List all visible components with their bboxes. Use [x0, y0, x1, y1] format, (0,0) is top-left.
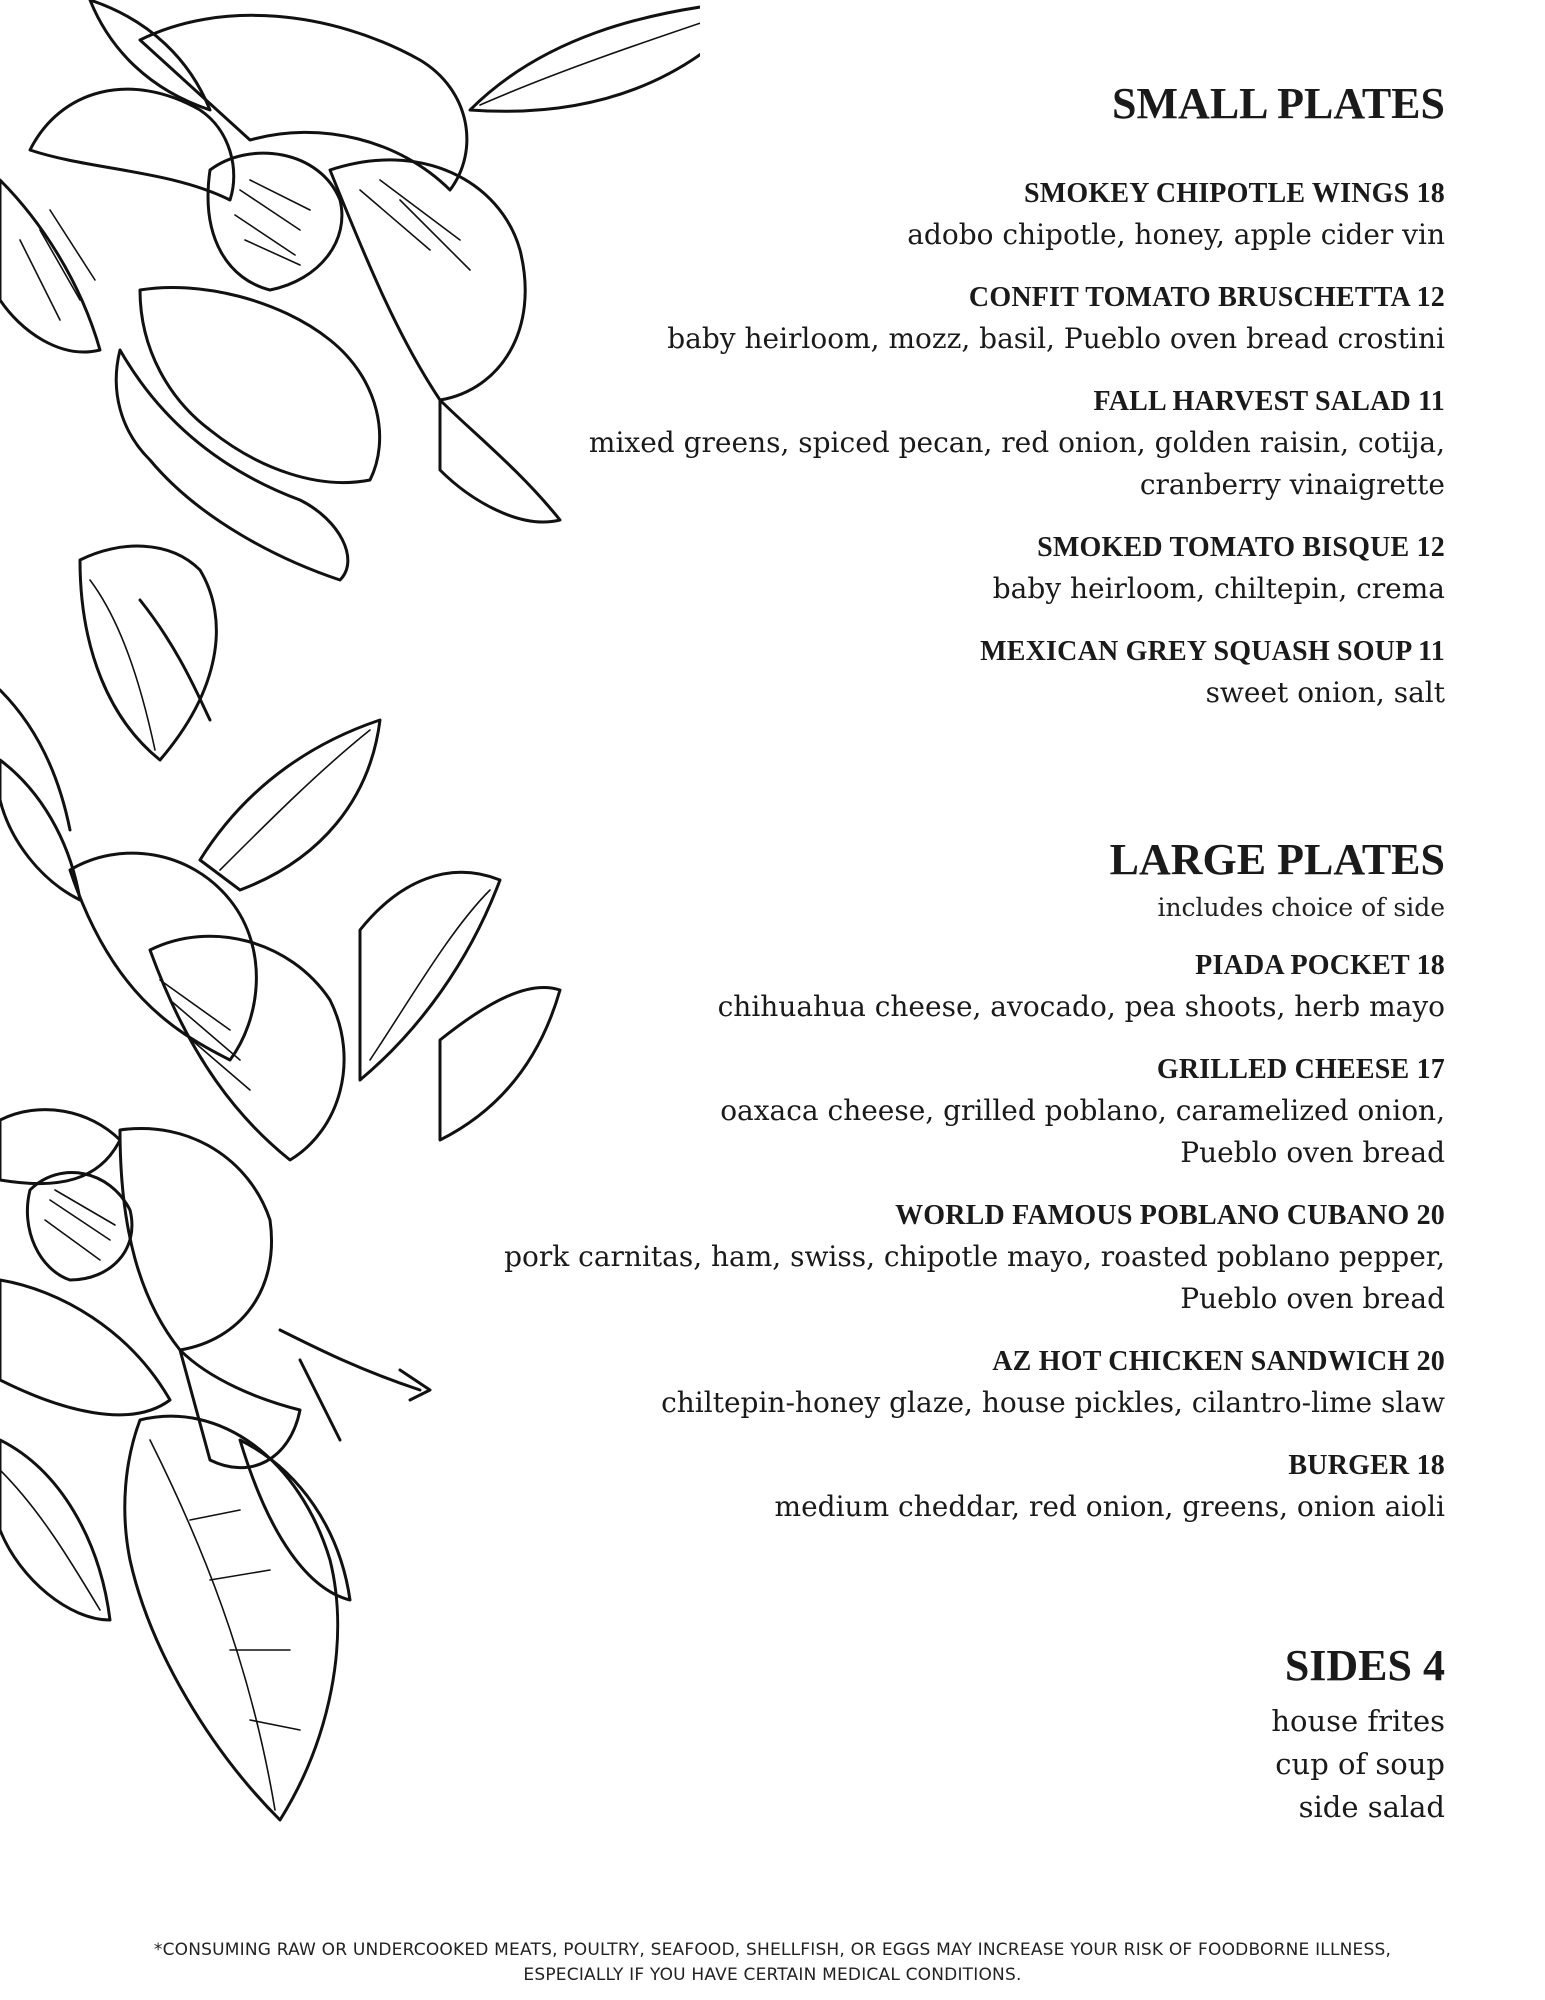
item-description: baby heirloom, mozz, basil, Pueblo oven bread crostini: [667, 322, 1445, 355]
item-name: AZ HOT CHICKEN SANDWICH 20: [992, 1346, 1445, 1377]
item-name: MEXICAN GREY SQUASH SOUP 11: [980, 636, 1445, 667]
small-plates-title: SMALL PLATES: [1112, 79, 1445, 128]
menu-item: [445, 946, 1445, 1028]
sides-title: SIDES 4: [1284, 1641, 1445, 1690]
item-description: sweet onion, salt: [1205, 676, 1445, 709]
item-description: mixed greens, spiced pecan, red onion, golden raisin, cotija, cranberry vinaigrette: [588, 426, 1445, 501]
item-name: PIADA POCKET 18: [1195, 950, 1445, 981]
menu-item: [445, 528, 1445, 610]
item-description: baby heirloom, chiltepin, crema: [992, 572, 1445, 605]
item-description: medium cheddar, red onion, greens, onion aioli: [774, 1490, 1445, 1523]
item-name: CONFIT TOMATO BRUSCHETTA 12: [968, 282, 1445, 313]
menu-item: [445, 1342, 1445, 1424]
menu-item: [445, 1446, 1445, 1528]
item-name: BURGER 18: [1288, 1450, 1445, 1481]
large-plates-section: [445, 834, 1445, 1528]
lower-stem: [280, 1330, 430, 1440]
side-item: side salad: [1298, 1790, 1445, 1824]
item-name: FALL HARVEST SALAD 11: [1093, 386, 1445, 417]
menu-item: [445, 1196, 1445, 1320]
large-plates-subtitle: includes choice of side: [1157, 893, 1445, 922]
leaf-bottom-left: [0, 1440, 110, 1620]
leaf-far-left: [0, 760, 80, 900]
item-name: WORLD FAMOUS POBLANO CUBANO 20: [895, 1200, 1445, 1231]
leaf-lower-top: [200, 720, 380, 890]
item-name: SMOKEY CHIPOTLE WINGS 18: [1024, 178, 1445, 209]
item-description: pork carnitas, ham, swiss, chipotle mayo, roasted poblano pepper, Pueblo oven bread: [504, 1240, 1445, 1315]
leaf-bottom-large: [125, 1416, 338, 1820]
disclaimer-line: *CONSUMING RAW OR UNDERCOOKED MEATS, POULTRY, SEAFOOD, SHELLFISH, OR EGGS MAY INCREASE YOUR RISK OF FOODBORNE ILLNESS,: [153, 1940, 1392, 1960]
sides-section: [445, 1640, 1445, 1829]
item-description: adobo chipotle, honey, apple cider vin: [907, 218, 1445, 251]
large-plates-title: LARGE PLATES: [1109, 835, 1445, 884]
item-description: chihuahua cheese, avocado, pea shoots, herb mayo: [717, 990, 1445, 1023]
menu-item: [445, 1050, 1445, 1174]
item-name: SMOKED TOMATO BISQUE 12: [1037, 532, 1445, 563]
leaf-top-left: [90, 0, 210, 110]
food-safety-disclaimer: [0, 1938, 1545, 1988]
side-item: cup of soup: [1275, 1747, 1445, 1781]
menu-item: [445, 382, 1445, 506]
item-description: chiltepin-honey glaze, house pickles, cilantro-lime slaw: [661, 1386, 1445, 1419]
menu-item: [445, 632, 1445, 714]
menu-item: [445, 278, 1445, 360]
upper-flower-center: [208, 153, 342, 290]
small-plates-section: [445, 78, 1445, 714]
menu-item: [445, 174, 1445, 256]
leaf-mid-left: [80, 546, 216, 760]
side-item: house frites: [1271, 1704, 1445, 1738]
upper-petal-low: [140, 287, 380, 482]
menu-content: [445, 78, 1445, 1829]
lower-flower-center: [27, 1173, 132, 1280]
item-description: oaxaca cheese, grilled poblano, caramelized onion, Pueblo oven bread: [720, 1094, 1445, 1169]
sides-list: [445, 1700, 1445, 1829]
disclaimer-line: ESPECIALLY IF YOU HAVE CERTAIN MEDICAL CONDITIONS.: [523, 1965, 1022, 1985]
item-name: GRILLED CHEESE 17: [1156, 1054, 1445, 1085]
